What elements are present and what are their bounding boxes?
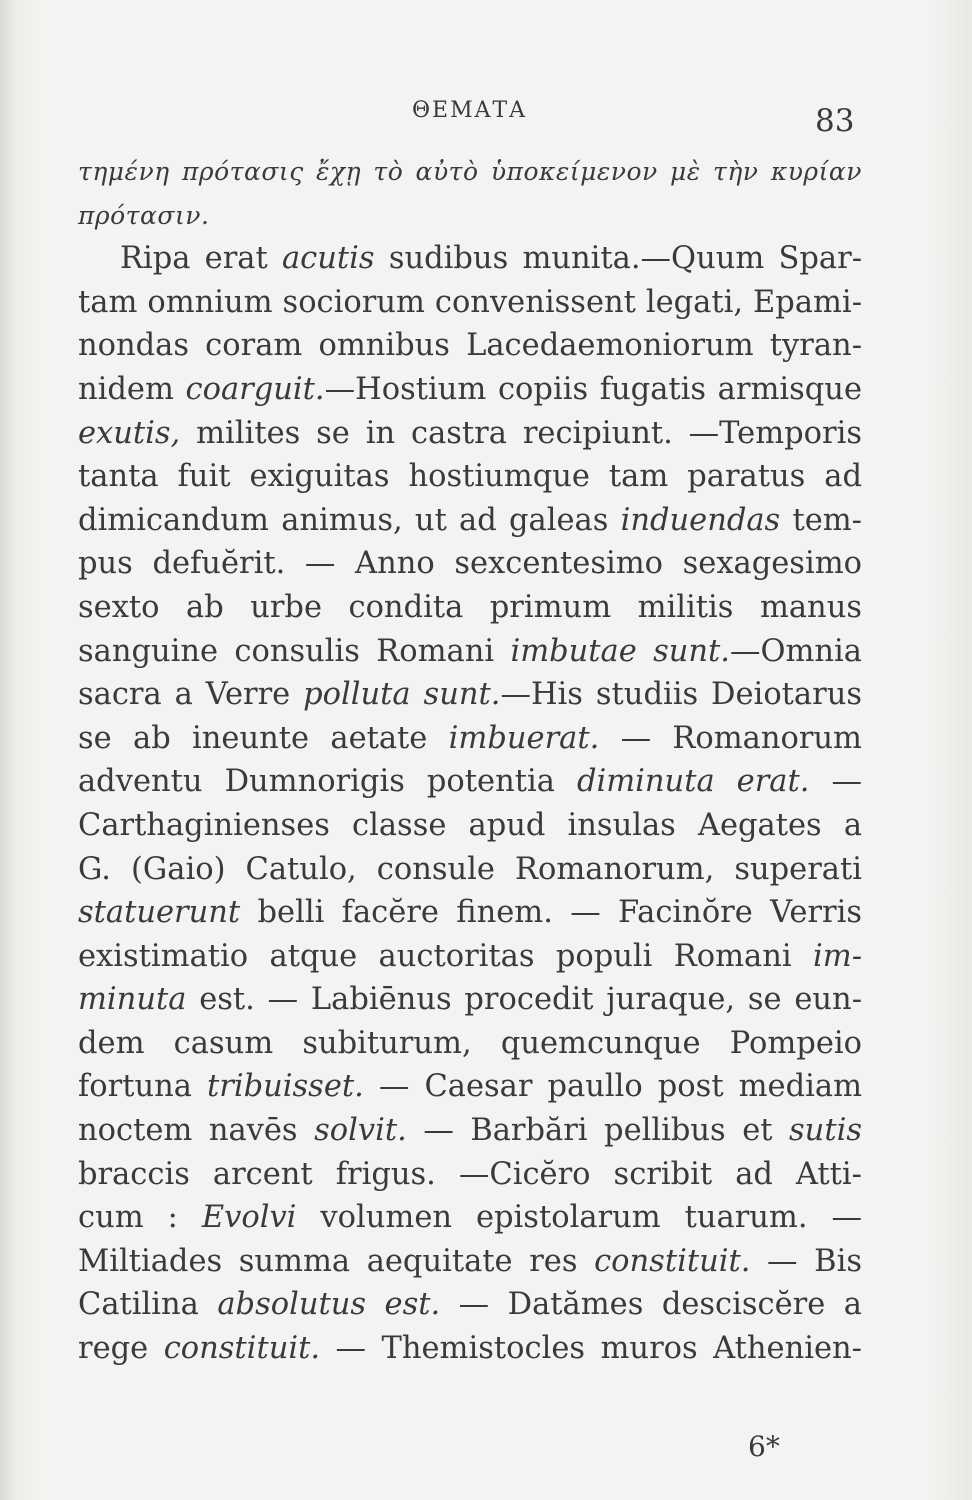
text-line: nondas coram omnibus Lacedaemoniorum tyran- bbox=[78, 328, 862, 364]
text-line: statuerunt belli facĕre finem. — Facinŏre Verris bbox=[78, 895, 862, 931]
running-title: ΘΕΜΑΤΑ bbox=[412, 98, 528, 123]
text-line: Ripa erat acutis sudibus munita.—Quum Spar- bbox=[120, 241, 863, 277]
body-text bbox=[78, 150, 862, 1371]
text-line: tanta fuit exiguitas hostiumque tam paratus ad bbox=[78, 459, 862, 495]
text-line: τημένη πρότασις ἔχῃ τὸ αὐτὸ ὑποκείμενον μὲ τὴν κυρίαν bbox=[78, 157, 862, 186]
signature-mark: 6* bbox=[748, 1430, 780, 1463]
text-line: cum : Evolvi volumen epistolarum tuarum. — bbox=[78, 1200, 862, 1236]
text-line: πρότασιν. bbox=[78, 200, 210, 230]
text-line: exutis, milites se in castra recipiunt. —Temporis bbox=[78, 415, 862, 451]
text-line: dimicandum animus, ut ad galeas induendas tem- bbox=[78, 502, 862, 538]
text-line: braccis arcent frigus. —Cicĕro scribit ad Atti- bbox=[78, 1156, 862, 1192]
text-line: G. (Gaio) Catulo, consule Romanorum, superati bbox=[78, 851, 862, 887]
text-line: Miltiades summa aequitate res constituit. — Bis bbox=[78, 1243, 862, 1279]
text-line: noctem navēs solvit. — Barbări pellibus et sutis bbox=[78, 1113, 862, 1149]
text-line: se ab ineunte aetate imbuerat. — Romanorum bbox=[78, 720, 862, 756]
text-line: dem casum subiturum, quemcunque Pompeio bbox=[78, 1025, 862, 1061]
text-line: nidem coarguit.—Hostium copiis fugatis armisque bbox=[78, 371, 862, 407]
text-line: tam omnium sociorum convenissent legati, Epami- bbox=[78, 284, 862, 320]
text-line: sexto ab urbe condita primum militis manus bbox=[78, 589, 862, 625]
text-line: minuta est. — Labiēnus procedit juraque, se eun- bbox=[78, 982, 862, 1018]
text-line: existimatio atque auctoritas populi Romani im- bbox=[78, 938, 862, 974]
text-line: pus defuĕrit. — Anno sexcentesimo sexagesimo bbox=[78, 546, 862, 582]
text-line: rege constituit. — Themistocles muros Athenien- bbox=[78, 1331, 862, 1367]
text-line: sacra a Verre polluta sunt.—His studiis Deiotarus bbox=[78, 677, 862, 713]
text-line: fortuna tribuisset. — Caesar paullo post mediam bbox=[78, 1069, 862, 1105]
text-line: adventu Dumnorigis potentia diminuta erat. — bbox=[78, 764, 862, 800]
page-number: 83 bbox=[815, 103, 855, 139]
text-line: Carthaginienses classe apud insulas Aegates a bbox=[78, 807, 862, 843]
text-line: Catilina absolutus est. — Datămes desciscĕre a bbox=[78, 1287, 862, 1323]
text-line: sanguine consulis Romani imbutae sunt.—Omnia bbox=[78, 633, 862, 669]
